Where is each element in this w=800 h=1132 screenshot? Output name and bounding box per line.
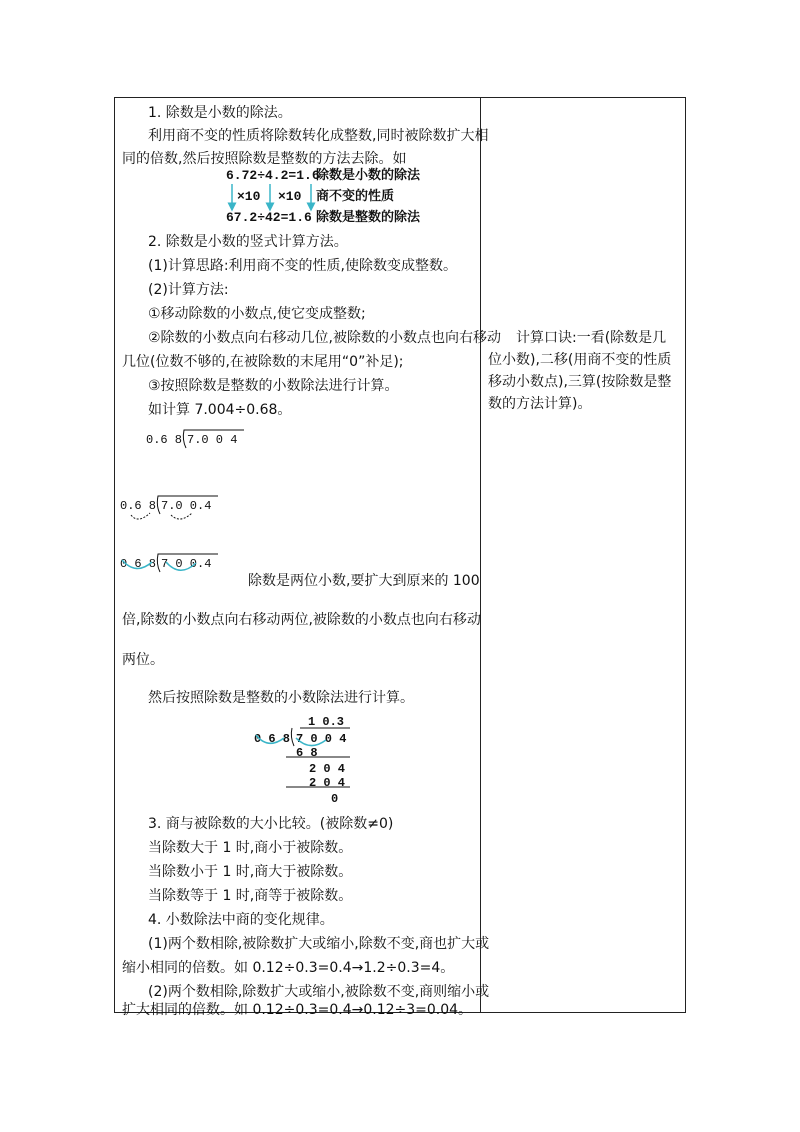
section4-title: 4. 小数除法中商的变化规律。 xyxy=(148,912,334,928)
long-division-quotient: 1 0.3 xyxy=(308,715,345,729)
long-division-move-arrow-1 xyxy=(256,735,284,743)
long-division-row4: 0 xyxy=(331,792,339,806)
section2-title: 2. 除数是小数的竖式计算方法。 xyxy=(148,234,348,250)
long-division-divisor: 0 6 8 xyxy=(254,732,291,746)
equation-1-label: 除数是小数的除法 xyxy=(316,168,421,183)
times-ten-a: ×10 xyxy=(237,189,261,204)
section1-line2: 同的倍数,然后按照除数是整数的方法去除。如 xyxy=(122,151,407,167)
section1-title: 1. 除数是小数的除法。 xyxy=(148,105,292,121)
middle-label: 商不变的性质 xyxy=(316,189,395,204)
long-division-row2: 2 0 4 xyxy=(309,762,346,776)
equation-2-label: 除数是整数的除法 xyxy=(316,210,421,225)
section4-rule2a: (2)两个数相除,除数扩大或缩小,被除数不变,商则缩小或 xyxy=(148,984,490,1000)
long-division-row3: 2 0 4 xyxy=(309,776,346,790)
division2-divisor: 0.6 8 xyxy=(120,499,157,513)
paragraph-continue-1: 倍,除数的小数点向右移动两位,被除数的小数点也向右移动 xyxy=(122,612,481,628)
equation-2: 67.2÷42=1.6 xyxy=(226,210,312,225)
division3-divisor: 0 6 8 xyxy=(120,557,157,571)
long-division-row1: 6 8 xyxy=(296,746,318,760)
division2-dividend: 7.0 0.4 xyxy=(161,499,212,513)
section2-step1: ①移动除数的小数点,使它变成整数; xyxy=(148,306,366,322)
division1-divisor: 0.6 8 xyxy=(146,433,183,447)
section2-thought: (1)计算思路:利用商不变的性质,使除数变成整数。 xyxy=(148,258,457,274)
division1-dividend: 7.0 0 4 xyxy=(187,433,238,447)
section2-step2a: ②除数的小数点向右移动几位,被除数的小数点也向右移动 xyxy=(148,330,501,346)
long-division-dividend: 7 0 0 4 xyxy=(296,732,347,746)
section4-rule2b: 扩大相同的倍数。如 0.12÷0.3=0.4→0.12÷3=0.04。 xyxy=(122,1002,473,1018)
section4-rule1b: 缩小相同的倍数。如 0.12÷0.3=0.4→1.2÷0.3=4。 xyxy=(122,960,455,976)
section2-step3: ③按照除数是整数的小数除法进行计算。 xyxy=(148,378,399,394)
section3-line2: 当除数小于 1 时,商大于被除数。 xyxy=(148,864,353,880)
section1-line1: 利用商不变的性质将除数转化成整数,同时被除数扩大相 xyxy=(148,128,489,144)
section2-example: 如计算 7.004÷0.68。 xyxy=(148,402,292,418)
long-division-move-arrow-2 xyxy=(296,738,326,746)
paragraph-continue-2: 两位。 xyxy=(122,652,164,668)
section4-rule1a: (1)两个数相除,被除数扩大或缩小,除数不变,商也扩大或 xyxy=(148,936,490,952)
division3-dividend: 7 0 0.4 xyxy=(161,557,212,571)
times-ten-b: ×10 xyxy=(278,189,302,204)
section2-method: (2)计算方法: xyxy=(148,282,229,298)
paragraph-then: 然后按照除数是整数的小数除法进行计算。 xyxy=(148,690,414,706)
mnemonic-box xyxy=(488,327,672,415)
section3-title: 3. 商与被除数的大小比较。(被除数≠0) xyxy=(148,816,394,832)
division3-note: 除数是两位小数,要扩大到原来的 100 xyxy=(248,573,480,589)
section2-step2b: 几位(位数不够的,在被除数的末尾用“0”补足); xyxy=(122,354,404,370)
equation-1: 6.72÷4.2=1.6 xyxy=(226,168,320,183)
section3-line3: 当除数等于 1 时,商等于被除数。 xyxy=(148,888,353,904)
section3-line1: 当除数大于 1 时,商小于被除数。 xyxy=(148,840,353,856)
mnemonic-text: 计算口诀:一看(除数是几位小数),二移(用商不变的性质移动小数点),三算(按除数是整数的方法计算)。 xyxy=(488,330,672,412)
